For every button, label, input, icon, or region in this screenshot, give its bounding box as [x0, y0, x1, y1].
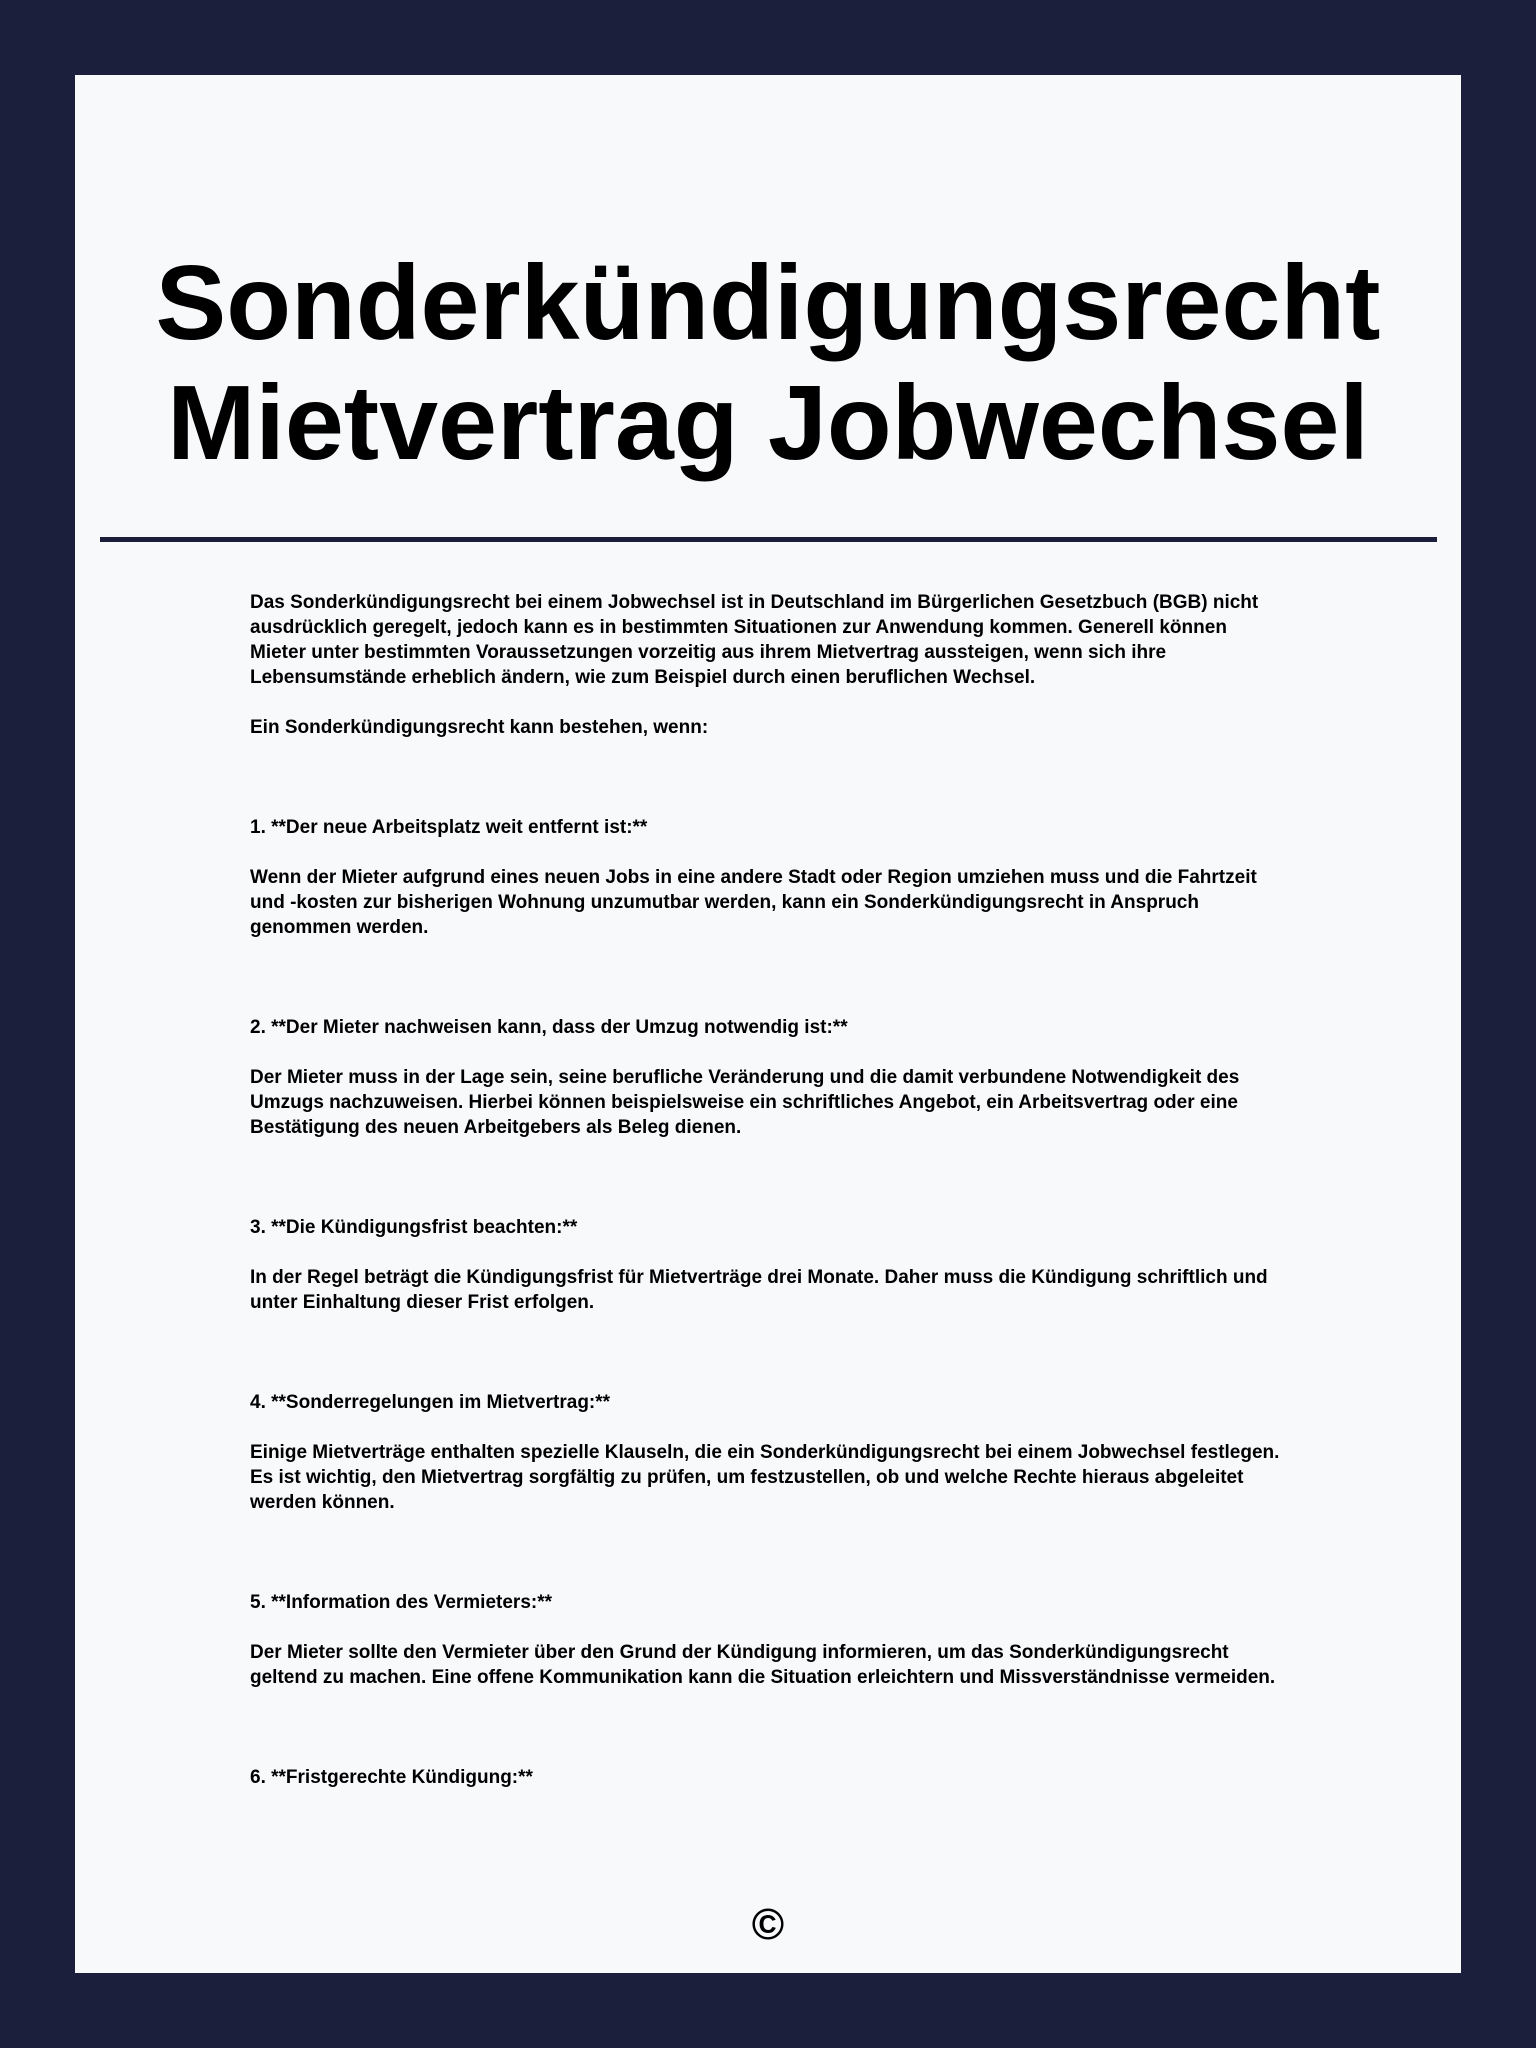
section-heading-1: 1. **Der neue Arbeitsplatz weit entfernt ist:** — [250, 817, 648, 838]
document-page — [75, 75, 1461, 1973]
page-title — [75, 243, 1461, 483]
title-divider — [100, 537, 1437, 542]
section-heading-4: 4. **Sonderregelungen im Mietvertrag:** — [250, 1392, 611, 1413]
section-heading-2: 2. **Der Mieter nachweisen kann, dass der Umzug notwendig ist:** — [250, 1017, 848, 1038]
section-heading-5: 5. **Information des Vermieters:** — [250, 1592, 552, 1613]
page-title-line-1: Sonderkündigungsrecht — [155, 244, 1381, 362]
page-title-line-2: Mietvertrag Jobwechsel — [167, 364, 1369, 482]
section-body-4: Einige Mietverträge enthalten spezielle Klauseln, die ein Sonderkündigungsrecht bei einem Jobwechsel festlegen. Es ist wichtig, den Mietvertrag sorgfältig zu prüfen, um festzustellen, ob und welche Rechte hieraus abgeleitet werden können. — [250, 1442, 1280, 1513]
section-body-3: In der Regel beträgt die Kündigungsfrist für Mietverträge drei Monate. Daher muss die Kündigung schriftlich und unter Einhaltung dieser Frist erfolgen. — [250, 1267, 1268, 1313]
copyright-icon: © — [751, 1900, 785, 1949]
intro-paragraph: Das Sonderkündigungsrecht bei einem Jobwechsel ist in Deutschland im Bürgerlichen Gesetzbuch (BGB) nicht ausdrücklich geregelt, jedoch kann es in bestimmten Situationen zur Anwendung kommen. Generell können Mieter unter bestimmten Voraussetzungen vorzeitig aus ihrem Mietvertrag aussteigen, wenn sich ihre Lebensumstände erheblich ändern, wie zum Beispiel durch einen beruflichen Wechsel. — [250, 592, 1259, 688]
section-heading-3: 3. **Die Kündigungsfrist beachten:** — [250, 1217, 578, 1238]
section-body-1: Wenn der Mieter aufgrund eines neuen Jobs in eine andere Stadt oder Region umziehen muss und die Fahrtzeit und -kosten zur bisherigen Wohnung unzumutbar werden, kann ein Sonderkündigungsrecht in Anspruch genommen werden. — [250, 867, 1257, 938]
section-body-2: Der Mieter muss in der Lage sein, seine berufliche Veränderung und die damit verbundene Notwendigkeit des Umzugs nachzuweisen. Hierbei können beispielsweise ein schriftliches Angebot, ein Arbeitsvertrag oder eine Bestätigung des neuen Arbeitgebers als Beleg dienen. — [250, 1067, 1240, 1138]
section-body-5: Der Mieter sollte den Vermieter über den Grund der Kündigung informieren, um das Sonderkündigungsrecht geltend zu machen. Eine offene Kommunikation kann die Situation erleichtern und Missverständnisse vermeiden. — [250, 1642, 1276, 1688]
article-body — [250, 590, 1286, 1815]
section-heading-6: 6. **Fristgerechte Kündigung:** — [250, 1767, 533, 1788]
intro-question: Ein Sonderkündigungsrecht kann bestehen, wenn: — [250, 717, 709, 738]
